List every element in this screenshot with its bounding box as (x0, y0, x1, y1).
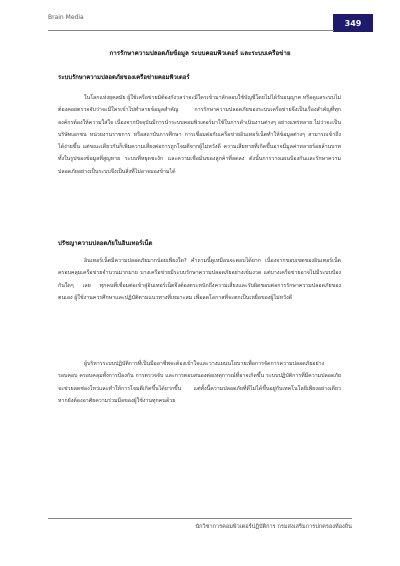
header-organization: Brain Media (48, 14, 84, 21)
footer-text: นักวิชาการคอมพิวเตอร์ปฏิบัติการ กรมส่งเสริมการปกครองท้องถิ่น (195, 524, 352, 530)
footer-divider (48, 518, 352, 519)
header-divider (48, 30, 334, 31)
document-title: การรักษาความปลอดภัยข้อมูล ระบบคอมพิวเตอร์ และระบบเครือข่าย (109, 50, 291, 57)
body-paragraph: ในโลกแห่งยุคสมัย ผู้ใช้เครือข่ายมิต้องกังวลว่าจะมีใครเข้ามาลักลอบใช้บัญชีโดยไม่ได้รับอนุญาต หรือดูแลระบบไม่ต้องคอยตรวจจับว่าจะมีใครเข้าไปทำลายข้อมูลสำคัญ การรักษาความปลอดภัยของระบบเครือข่ายจึงเป็นเรื่องสำคัญที่ทุกองค์กรต้องให้ความใส่ใจ เนื่องจากปัจจุบันมีการนำระบบคอมพิวเตอร์มาใช้ในการดำเนินงานต่างๆ อย่างแพร่หลาย ไม่ว่าจะเป็นบริษัทเอกชน หน่วยงานราชการ หรือสถาบันการศึกษา การเชื่อมต่อกับเครือข่ายอินเทอร์เน็ตทำให้ข้อมูลต่างๆ สามารถเข้าถึงได้ง่ายขึ้น แต่ขณะเดียวกันก็เพิ่มความเสี่ยงต่อการถูกโจมตีจากผู้ไม่หวังดี ความเสียหายที่เกิดขึ้นอาจมีมูลค่าหลายร้อยล้านบาท ทั้งในรูปของข้อมูลที่สูญหาย ระบบที่หยุดชะงัก และความเชื่อมั่นของลูกค้าที่ลดลง ดังนั้นการวางแผนป้องกันและรักษาความปลอดภัยอย่างเป็นระบบจึงเป็นสิ่งที่ไม่อาจมองข้ามได้ (58, 95, 341, 175)
page-number-badge: 349 (333, 14, 373, 32)
body-paragraph: อินเทอร์เน็ตมีความปลอดภัยมากน้อยเพียงใด? คำถามนี้ดูเหมือนจะตอบได้ยาก เนื่องจากขอบเขตของอินเทอร์เน็ตครอบคลุมเครือข่ายจำนวนมากมาย บางเครือข่ายมีระบบรักษาความปลอดภัยอย่างเข้มงวด แต่บางเครือข่ายอาจไม่มีระบบป้องกันใดๆ เลย ทุกคนที่เชื่อมต่อเข้าสู่อินเทอร์เน็ตจึงต้องตระหนักถึงความเสี่ยงและรับผิดชอบต่อการรักษาความปลอดภัยของตนเอง ผู้ใช้งานควรศึกษาและปฏิบัติตามแนวทางที่เหมาะสม เพื่อลดโอกาสที่จะตกเป็นเหยื่อของผู้ไม่หวังดี (58, 258, 341, 301)
section-heading-internet-security: ปรัชญาความปลอดภัยในอินเทอร์เน็ต (58, 240, 153, 247)
section-heading-network-security: ระบบรักษาความปลอดภัยของเครือข่ายคอมพิวเตอร์ (58, 74, 190, 81)
body-paragraph: ผู้บริหารระบบปฏิบัติการที่เป็นมืออาชีพจะต้องเข้าใจและวางแผนนโยบายเพื่อการจัดการความปลอดภัยอย่างรอบคอบ ครอบคลุมทั้งการป้องกัน การตรวจจับ และการตอบสนองต่อเหตุการณ์ที่อาจเกิดขึ้น ระบบปฏิบัติการที่มีความปลอดภัยจะช่วยลดช่องโหว่และทำให้การโจมตีเกิดขึ้นได้ยากขึ้น แต่ทั้งนี้ความปลอดภัยที่ดีไม่ได้ขึ้นอยู่กับเทคโนโลยีเพียงอย่างเดียว หากยังต้องอาศัยความร่วมมือของผู้ใช้งานทุกคนด้วย (58, 361, 341, 404)
